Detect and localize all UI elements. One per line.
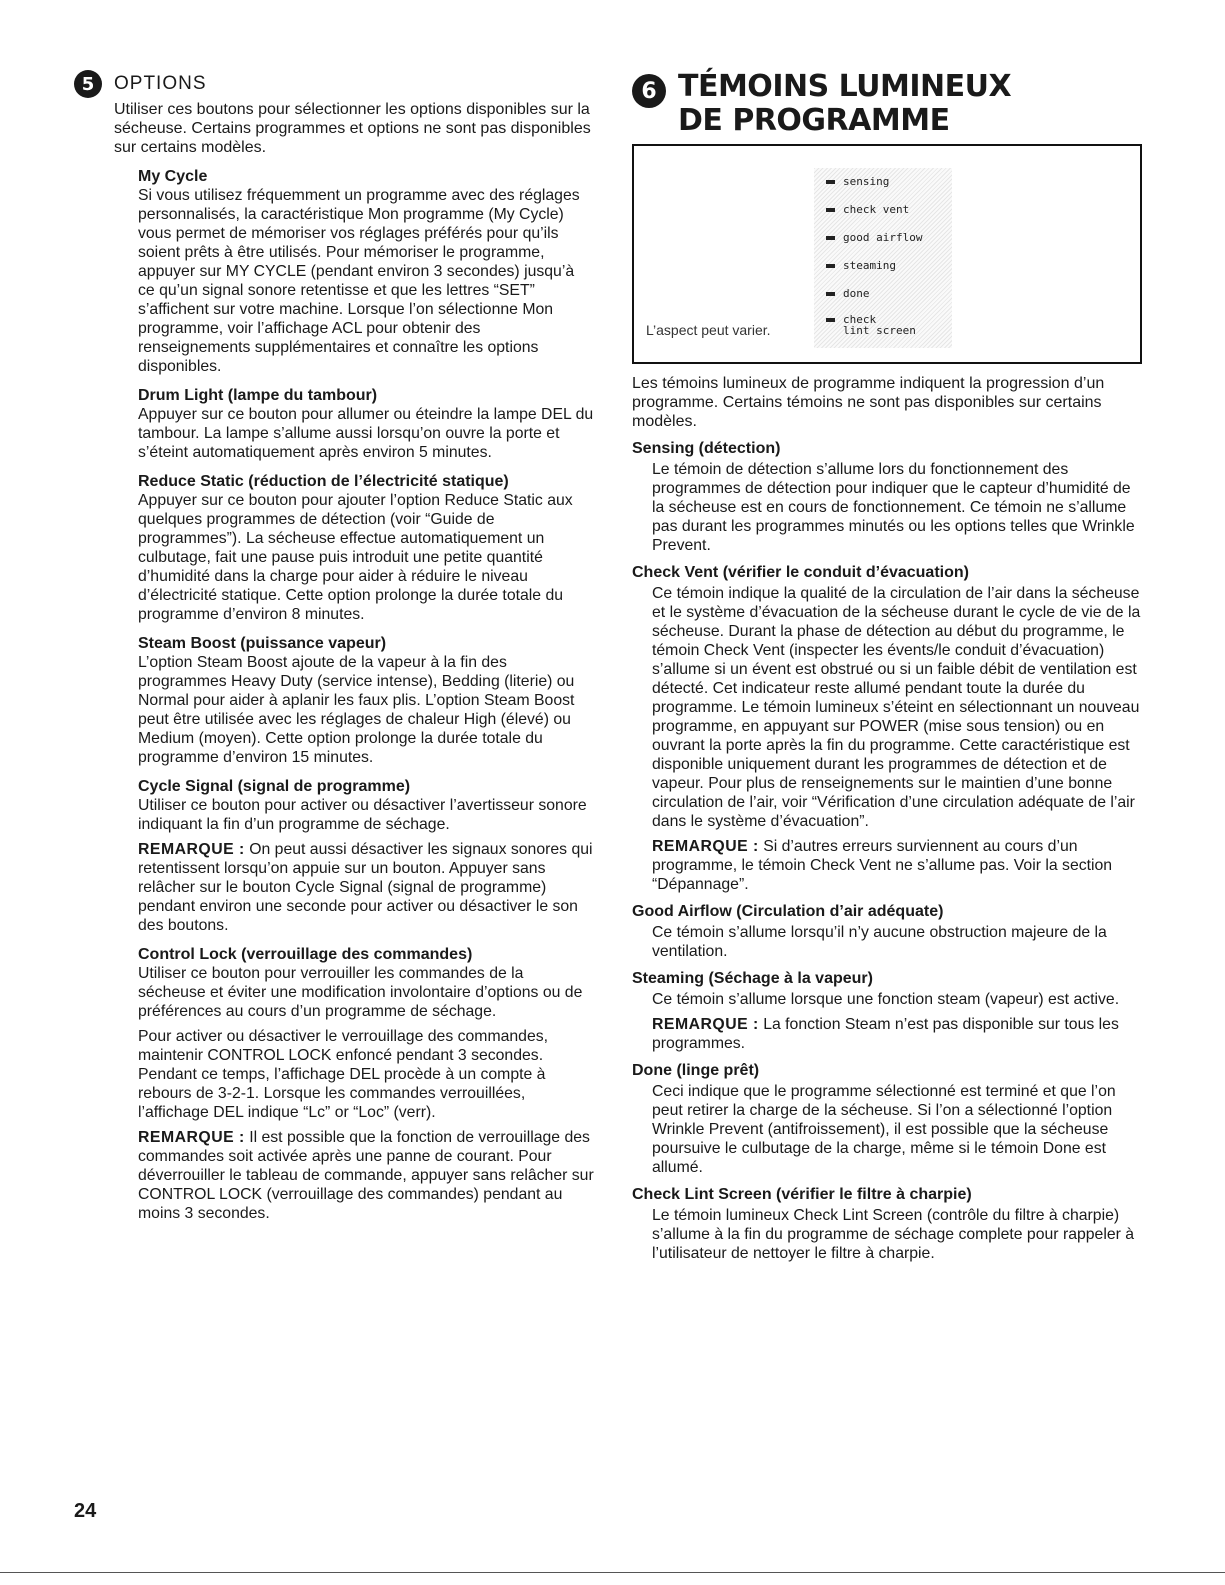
lamp-indicator-icon	[826, 318, 835, 322]
section-title	[678, 70, 1011, 138]
option-title: Steam Boost (puissance vapeur)	[138, 635, 387, 652]
option-title: Control Lock (verrouillage des commandes)	[138, 946, 473, 963]
status-title: Check Vent (vérifier le conduit d’évacuation)	[632, 564, 969, 581]
status-done	[632, 1061, 1144, 1177]
remark	[652, 837, 1144, 894]
remark	[138, 1128, 594, 1223]
option-title: Reduce Static (réduction de l’électricité statique)	[138, 473, 509, 490]
option-text: Pour activer ou désactiver le verrouillage des commandes, maintenir CONTROL LOCK enfoncé pendant 3 secondes. Pendant ce temps, l’affichage DEL procède à un compte à rebours de 3-2-1. Lorsque les commandes verrouillées, l’affichage DEL indique “Lc” or “Loc” (verr).	[138, 1028, 549, 1121]
lamp-indicator-icon	[826, 208, 835, 212]
status-check-lint-screen	[632, 1185, 1144, 1263]
status-text: Ceci indique que le programme sélectionné est terminé et que l’on peut retirer la charge de la sécheuse. Si l’on a sélectionné l’option Wrinkle Prevent (antifroissement), il est possible que la sécheuse poursuive le culbutage de la charge, même si le témoin Done est allumé.	[652, 1083, 1116, 1176]
cycle-status-section	[632, 69, 1144, 1262]
options-header	[74, 70, 594, 98]
lamp-indicator-icon	[826, 236, 835, 240]
page-number: 24	[74, 1500, 97, 1522]
lamp-label: done	[843, 287, 870, 300]
title-line-1: TÉMOINS LUMINEUX	[678, 69, 1012, 104]
remark-label: REMARQUE :	[138, 841, 245, 858]
status-title: Steaming (Séchage à la vapeur)	[632, 970, 873, 987]
status-title: Done (linge prêt)	[632, 1062, 760, 1079]
remark-text: On peut aussi désactiver les signaux sonores qui retentissent lorsqu’on appuie sur un bouton. Appuyer sans relâcher sur le bouton Cycle Signal (signal de programme) pendant environ une seconde pour activer ou désactiver le son des boutons.	[138, 841, 593, 934]
status-good-airflow	[632, 902, 1144, 961]
cycle-status-header	[632, 70, 1144, 138]
status-text: Ce témoin s’allume lorsque une fonction steam (vapeur) est active.	[652, 991, 1120, 1008]
status-title: Sensing (détection)	[632, 440, 781, 457]
lamp-indicator-icon	[826, 292, 835, 296]
lamp-done	[826, 288, 870, 299]
lamp-label: good airflow	[843, 231, 923, 244]
status-title: Good Airflow (Circulation d’air adéquate)	[632, 903, 944, 920]
section-number-badge: 6	[632, 74, 666, 108]
title-line-2: DE PROGRAMME	[678, 103, 950, 138]
option-text: Appuyer sur ce bouton pour allumer ou éteindre la lampe DEL du tambour. La lampe s’allume aussi lorsqu’on ouvre la porte et s’éteint automatiquement après environ 5 minutes.	[138, 406, 594, 461]
status-text: Le témoin de détection s’allume lors du fonctionnement des programmes de détection pour indiquer que le capteur d’humidité de la sécheuse est en cours de fonctionnement. Ce témoin ne s’allume pas durant les programmes minutés ou les options telles que Wrinkle Prevent.	[652, 461, 1135, 554]
remark-label: REMARQUE :	[138, 1129, 245, 1146]
option-reduce-static	[138, 472, 594, 624]
bottom-rule	[0, 1572, 1225, 1573]
remark-text: La fonction Steam n’est pas disponible sur tous les programmes.	[652, 1016, 1119, 1052]
cycle-status-intro: Les témoins lumineux de programme indiquent la progression d’un programme. Certains témoins ne sont pas disponibles sur certains modèles.	[632, 375, 1105, 430]
option-text: Utiliser ce bouton pour verrouiller les commandes de la sécheuse et éviter une modification involontaire d’options ou de préférences au cours d’un programme de séchage.	[138, 965, 583, 1020]
remark-label: REMARQUE :	[652, 838, 759, 855]
lamp-steaming	[826, 260, 896, 271]
status-steaming	[632, 969, 1144, 1053]
option-title: My Cycle	[138, 168, 208, 185]
lamp-indicator-icon	[826, 264, 835, 268]
remark-text: Si d’autres erreurs surviennent au cours d’un programme, le témoin Check Vent ne s’allume pas. Voir la section “Dépannage”.	[652, 838, 1113, 893]
lamp-indicator-icon	[826, 180, 835, 184]
option-drum-light	[138, 386, 594, 462]
status-sensing	[632, 439, 1144, 555]
options-section	[74, 70, 594, 1229]
option-steam-boost	[138, 634, 594, 767]
status-check-vent	[632, 563, 1144, 894]
figure-caption: L’aspect peut varier.	[646, 322, 771, 338]
status-text: Ce témoin indique la qualité de la circulation de l’air dans la sécheuse et le système d’évacuation de la sécheuse durant le cycle de vie de la sécheuse. Durant la phase de détection au début du programme, le témoin Check Vent (inspecter les évents/le conduit d’évacuation) s’allume si un évent est obstrué ou si un faible débit de ventilation est détecté. Cet indicateur reste allumé pendant toute la durée du programme. Le témoin lumineux s’éteint en sélectionnant un nouveau programme, en appuyant sur POWER (mise sous tension) ou en ouvrant la porte après la fin du programme. Cette caractéristique est disponible uniquement durant les programmes de détection et de vapeur. Pour plus de renseignements sur le maintien d’une bonne circulation de l’air, voir “Vérification d’une circulation adéquate de l’air dans le système d’évacuation”.	[652, 585, 1141, 830]
remark-text: Il est possible que la fonction de verrouillage des commandes soit activée après une panne de courant. Pour déverrouiller le tableau de commande, appuyer sans relâcher sur CONTROL LOCK (verrouillage des commandes) pendant au moins 3 secondes.	[138, 1129, 594, 1222]
remark	[652, 1015, 1144, 1053]
remark	[138, 840, 594, 935]
lamp-label: check lint screen	[843, 313, 916, 337]
lamp-label: check vent	[843, 203, 910, 216]
option-cycle-signal	[138, 777, 594, 935]
status-text: Le témoin lumineux Check Lint Screen (contrôle du filtre à charpie) s’allume à la fin du programme de séchage complete pour rappeler à l’utilisateur de nettoyer le filtre à charpie.	[652, 1207, 1135, 1262]
status-text: Ce témoin s’allume lorsqu’il n’y aucune obstruction majeure de la ventilation.	[652, 924, 1107, 960]
section-number-badge: 5	[74, 70, 102, 98]
status-lights-panel	[814, 168, 952, 348]
lamp-check-lint-screen	[826, 314, 916, 336]
options-intro: Utiliser ces boutons pour sélectionner les options disponibles sur la sécheuse. Certains programmes et options ne sont pas disponibles sur certains modèles.	[114, 101, 591, 156]
status-lights-figure	[632, 144, 1142, 364]
option-control-lock	[138, 945, 594, 1223]
lamp-label: sensing	[843, 175, 890, 188]
lamp-label: steaming	[843, 259, 896, 272]
remark-label: REMARQUE :	[652, 1016, 759, 1033]
options-title: OPTIONS	[114, 73, 207, 94]
lamp-check-vent	[826, 204, 909, 215]
lamp-good-airflow	[826, 232, 922, 243]
status-title: Check Lint Screen (vérifier le filtre à charpie)	[632, 1186, 972, 1203]
cycle-status-body	[632, 374, 1144, 1269]
option-text: Appuyer sur ce bouton pour ajouter l’option Reduce Static aux quelques programmes de détection (voir “Guide de programmes”). La sécheuse effectue automatiquement un culbutage, fait une pause puis introduit une petite quantité d’humidité dans la charge pour aider à réduire le niveau d’électricité statique. Cette option prolonge la durée totale du programme d’environ 8 minutes.	[138, 492, 573, 623]
option-title: Cycle Signal (signal de programme)	[138, 778, 411, 795]
lamp-sensing	[826, 176, 889, 187]
option-text: Utiliser ce bouton pour activer ou désactiver l’avertisseur sonore indiquant la fin d’un programme de séchage.	[138, 797, 587, 833]
option-my-cycle	[138, 167, 594, 376]
option-text: Si vous utilisez fréquemment un programme avec des réglages personnalisés, la caractéristique Mon programme (My Cycle) vous permet de mémoriser vos réglages préférés pour qu’ils soient prêts à être utilisés. Pour mémoriser le programme, appuyer sur MY CYCLE (pendant environ 3 secondes) jusqu’à ce qu’un signal sonore retentisse et que les lettres “SET” s’affichent sur votre machine. Lorsque l’on sélectionne Mon programme, voir l’affichage ACL pour obtenir des renseignements supplémentaires et connaître les options disponibles.	[138, 187, 580, 375]
option-text: L’option Steam Boost ajoute de la vapeur à la fin des programmes Heavy Duty (service intense), Bedding (literie) ou Normal pour aider à aplanir les faux plis. L’option Steam Boost peut être utilisée avec les réglages de chaleur High (élevé) ou Medium (moyen). Cette option prolonge la durée totale du programme d’environ 15 minutes.	[138, 654, 575, 766]
option-title: Drum Light (lampe du tambour)	[138, 387, 378, 404]
